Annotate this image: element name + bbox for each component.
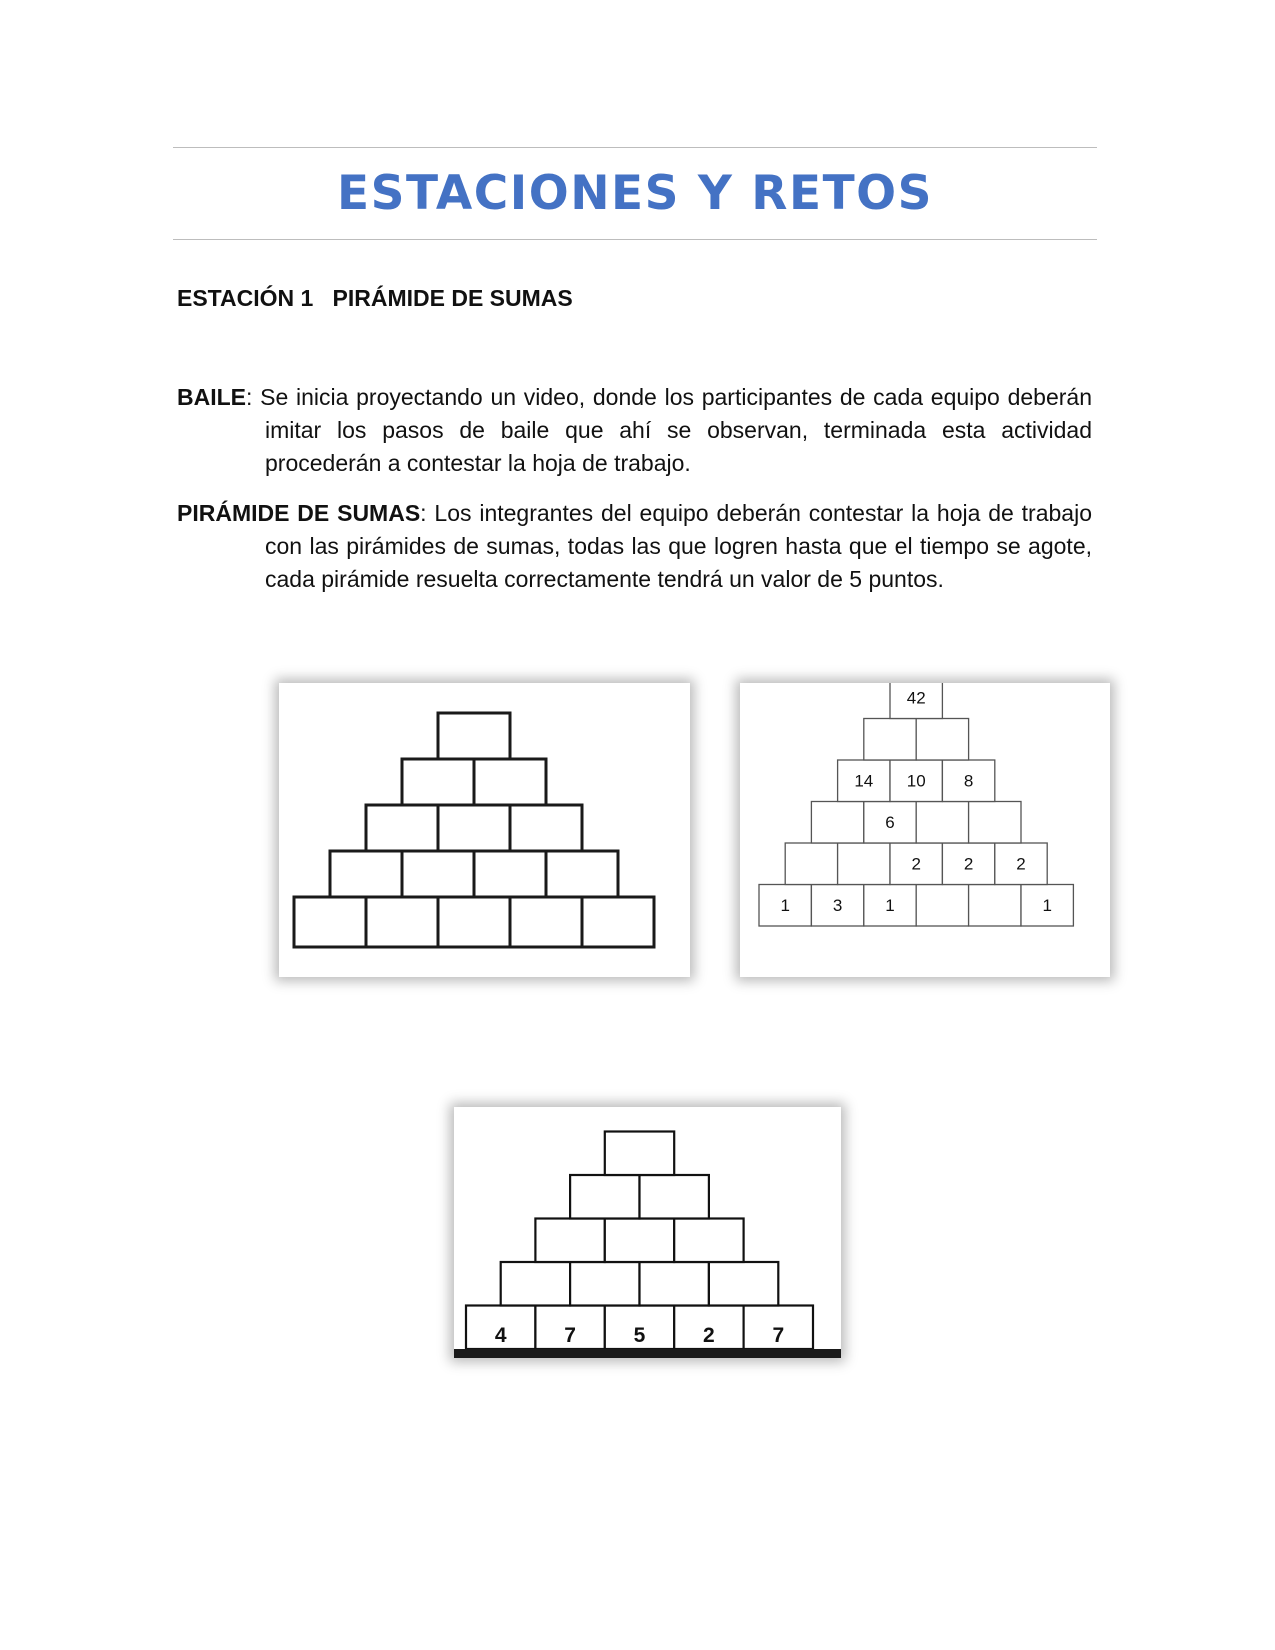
pyramid-cell-box — [916, 885, 968, 927]
paragraph-text: Se inicia proyectando un video, donde los participantes de cada equipo deberán imitar los pasos de baile que ahí se observan, terminada esta actividad procederán a contestar la hoja de trabajo. — [252, 384, 1092, 476]
pyramid-cell-value: 6 — [885, 812, 895, 832]
pyramid-cell-box — [969, 885, 1021, 927]
pyramid-cell-box — [366, 897, 438, 947]
pyramid-cell — [438, 713, 510, 759]
pyramid-cell — [366, 805, 438, 851]
pyramid-cell — [674, 1306, 743, 1350]
pyramid-cell — [785, 843, 837, 885]
pyramid-cell — [709, 1262, 778, 1306]
pyramid-cell-box — [510, 897, 582, 947]
pyramid-cell — [605, 1219, 674, 1263]
paragraph-term: PIRÁMIDE DE SUMAS — [177, 500, 421, 526]
pyramid-cell-box — [640, 1262, 709, 1306]
pyramid-3 — [454, 1107, 841, 1358]
pyramid-cell-value: 2 — [1016, 854, 1026, 874]
pyramid-cell — [759, 885, 811, 927]
pyramid-cell — [570, 1175, 639, 1219]
pyramid-cell — [838, 760, 890, 802]
pyramid-cell — [294, 897, 366, 947]
paragraph-text: Los integrantes del equipo deberán contestar la hoja de trabajo con las pirámides de sumas, todas las que logren hasta que el tiempo se agote, cada pirámide resuelta correctamente tendrá un valor de 5 puntos. — [265, 500, 1092, 592]
pyramid-cell — [535, 1219, 604, 1263]
pyramid-cell-box — [402, 851, 474, 897]
pyramid-cell-box — [294, 897, 366, 947]
pyramid-cell-box — [546, 851, 618, 897]
pyramid-cell — [438, 805, 510, 851]
pyramid-cell — [864, 885, 916, 927]
pyramid-cell-value: 2 — [911, 854, 921, 874]
pyramid-cell-value: 10 — [906, 771, 926, 791]
pyramid-cell — [811, 885, 863, 927]
pyramid-cell — [402, 759, 474, 805]
pyramid-cell — [570, 1262, 639, 1306]
pyramid-cell — [582, 897, 654, 947]
pyramid-cell — [864, 802, 916, 844]
pyramid-cell-box — [864, 719, 916, 761]
paragraph-term: BAILE — [177, 384, 246, 410]
pyramid-cell — [744, 1306, 813, 1350]
pyramid-cell-box — [474, 759, 546, 805]
pyramid-cell-box — [366, 805, 438, 851]
pyramid-cell-box — [811, 802, 863, 844]
pyramid-cell-value: 7 — [772, 1323, 785, 1347]
pyramid-cell — [890, 683, 942, 719]
pyramid-cell-value: 4 — [494, 1323, 507, 1347]
pyramid-image-1 — [279, 683, 690, 977]
pyramid-cell — [510, 805, 582, 851]
pyramid-base-bar — [454, 1349, 841, 1358]
pyramid-cell — [438, 897, 510, 947]
pyramid-cell — [535, 1306, 604, 1350]
pyramid-cell-value: 42 — [906, 688, 926, 708]
pyramid-cell — [640, 1262, 709, 1306]
pyramid-cell-box — [510, 805, 582, 851]
pyramid-cell-box — [570, 1175, 639, 1219]
pyramid-cell-box — [709, 1262, 778, 1306]
pyramid-cell-box — [438, 805, 510, 851]
top-divider — [173, 147, 1097, 148]
pyramid-cell — [330, 851, 402, 897]
pyramid-cell-value: 7 — [564, 1323, 576, 1347]
pyramid-cell — [605, 1306, 674, 1350]
pyramid-cell-value: 1 — [885, 895, 895, 915]
paragraph-baile: BAILE: Se inicia proyectando un video, donde los participantes de cada equipo deberán imitar los pasos de baile que ahí se observan, terminada esta actividad procederán a contestar la hoja de trabajo. — [177, 384, 1092, 476]
pyramid-cell — [640, 1175, 709, 1219]
station-heading — [177, 284, 573, 312]
pyramid-cell-box — [438, 713, 510, 759]
pyramid-cell — [546, 851, 618, 897]
pyramid-cell-box — [838, 843, 890, 885]
pyramid-cell — [605, 1132, 674, 1176]
pyramid-cell — [942, 760, 994, 802]
pyramid-cell — [1021, 885, 1073, 927]
pyramid-cell — [474, 851, 546, 897]
pyramid-cell-box — [916, 719, 968, 761]
pyramid-image-3 — [454, 1107, 841, 1358]
pyramid-cell-value: 1 — [1042, 895, 1052, 915]
pyramid-cell-box — [969, 802, 1021, 844]
pyramid-cell — [995, 843, 1047, 885]
pyramid-cell-box — [916, 802, 968, 844]
pyramid-cell-value: 1 — [780, 895, 790, 915]
pyramid-cell-box — [605, 1219, 674, 1263]
pyramid-cell — [674, 1219, 743, 1263]
pyramid-cell — [466, 1306, 535, 1350]
pyramid-cell — [942, 843, 994, 885]
station-name: PIRÁMIDE DE SUMAS — [332, 285, 573, 311]
pyramid-cell — [916, 719, 968, 761]
pyramid-cell-box — [330, 851, 402, 897]
bottom-divider — [173, 239, 1097, 240]
pyramid-cell — [969, 885, 1021, 927]
pyramid-cell — [916, 885, 968, 927]
pyramid-cell-box — [535, 1219, 604, 1263]
pyramid-cell — [501, 1262, 570, 1306]
pyramid-cell — [402, 851, 474, 897]
pyramid-cell — [510, 897, 582, 947]
pyramid-cell-value: 2 — [703, 1323, 715, 1347]
pyramid-cell — [838, 843, 890, 885]
pyramid-1 — [279, 683, 690, 977]
pyramid-cell — [969, 802, 1021, 844]
pyramid-cell — [916, 802, 968, 844]
pyramid-cell — [864, 719, 916, 761]
pyramid-image-2 — [740, 683, 1110, 977]
pyramid-cell-box — [438, 897, 510, 947]
pyramid-cell — [890, 760, 942, 802]
station-label: ESTACIÓN 1 — [177, 285, 314, 311]
paragraph-piramide: PIRÁMIDE DE SUMAS: Los integrantes del equipo deberán contestar la hoja de trabajo con las pirámides de sumas, todas las que logren hasta que el tiempo se agote, cada pirámide resuelta correctamente tendrá un valor de 5 puntos. — [177, 500, 1092, 592]
pyramid-cell-box — [501, 1262, 570, 1306]
pyramid-cell-value: 3 — [832, 895, 843, 915]
pyramid-cell-box — [402, 759, 474, 805]
pyramid-cell-box — [640, 1175, 709, 1219]
pyramid-cell-box — [474, 851, 546, 897]
pyramid-cell-value: 5 — [633, 1323, 646, 1347]
pyramid-cell — [811, 802, 863, 844]
pyramid-cell-value: 2 — [963, 854, 974, 874]
pyramid-cell-box — [570, 1262, 639, 1306]
pyramid-cell-box — [785, 843, 837, 885]
pyramid-cell-box — [605, 1132, 674, 1176]
pyramid-cell-box — [674, 1219, 743, 1263]
pyramid-cell-value: 14 — [854, 771, 874, 791]
pyramid-cell-box — [582, 897, 654, 947]
pyramid-cell — [890, 843, 942, 885]
pyramid-cell — [366, 897, 438, 947]
pyramid-cell — [474, 759, 546, 805]
page-title: ESTACIONES Y RETOS — [337, 166, 933, 221]
pyramid-2 — [740, 683, 1110, 977]
pyramid-cell-value: 8 — [963, 771, 974, 791]
